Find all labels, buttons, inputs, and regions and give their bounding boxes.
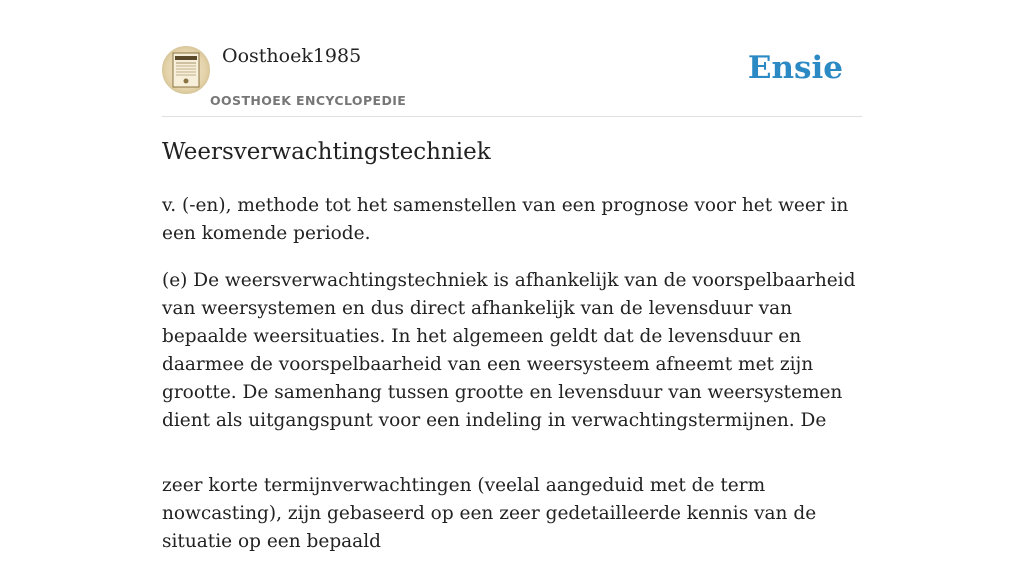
page-container bbox=[162, 0, 862, 552]
encyclopedia-book-icon[interactable] bbox=[162, 46, 210, 94]
article-body bbox=[162, 192, 862, 575]
article-paragraph-short-term: zeer korte termijnverwachtingen (veelal aangeduid met de term nowcasting), zijn gebaseerd op een zeer gedetailleerde kennis van de situatie op een bepaald bbox=[162, 475, 817, 552]
article-paragraph-technique: (e) De weersverwachtingstechniek is afhankelijk van de voorspelbaarheid van weersystemen en dus direct afhankelijk van de levensduur van bepaalde weersituaties. In het algemeen geldt dat de levensduur en daarmee de voorspelbaarheid van een weersysteem afneemt met zijn grootte. De samenhang tussen grootte en levensduur van weersystemen dient als uitgangspunt voor een indeling in verwachtingstermijnen. De bbox=[162, 270, 856, 431]
article-title: Weersverwachtingstechniek bbox=[162, 139, 491, 165]
article-header bbox=[162, 0, 862, 117]
source-label[interactable]: OOSTHOEK ENCYCLOPEDIE bbox=[210, 93, 407, 108]
brand-logo[interactable]: Ensie bbox=[747, 50, 843, 86]
article-paragraph-definition: v. (-en), methode tot het samenstellen van een prognose voor het weer in een komende periode. bbox=[162, 195, 849, 244]
author-name[interactable]: Oosthoek1985 bbox=[222, 45, 362, 67]
